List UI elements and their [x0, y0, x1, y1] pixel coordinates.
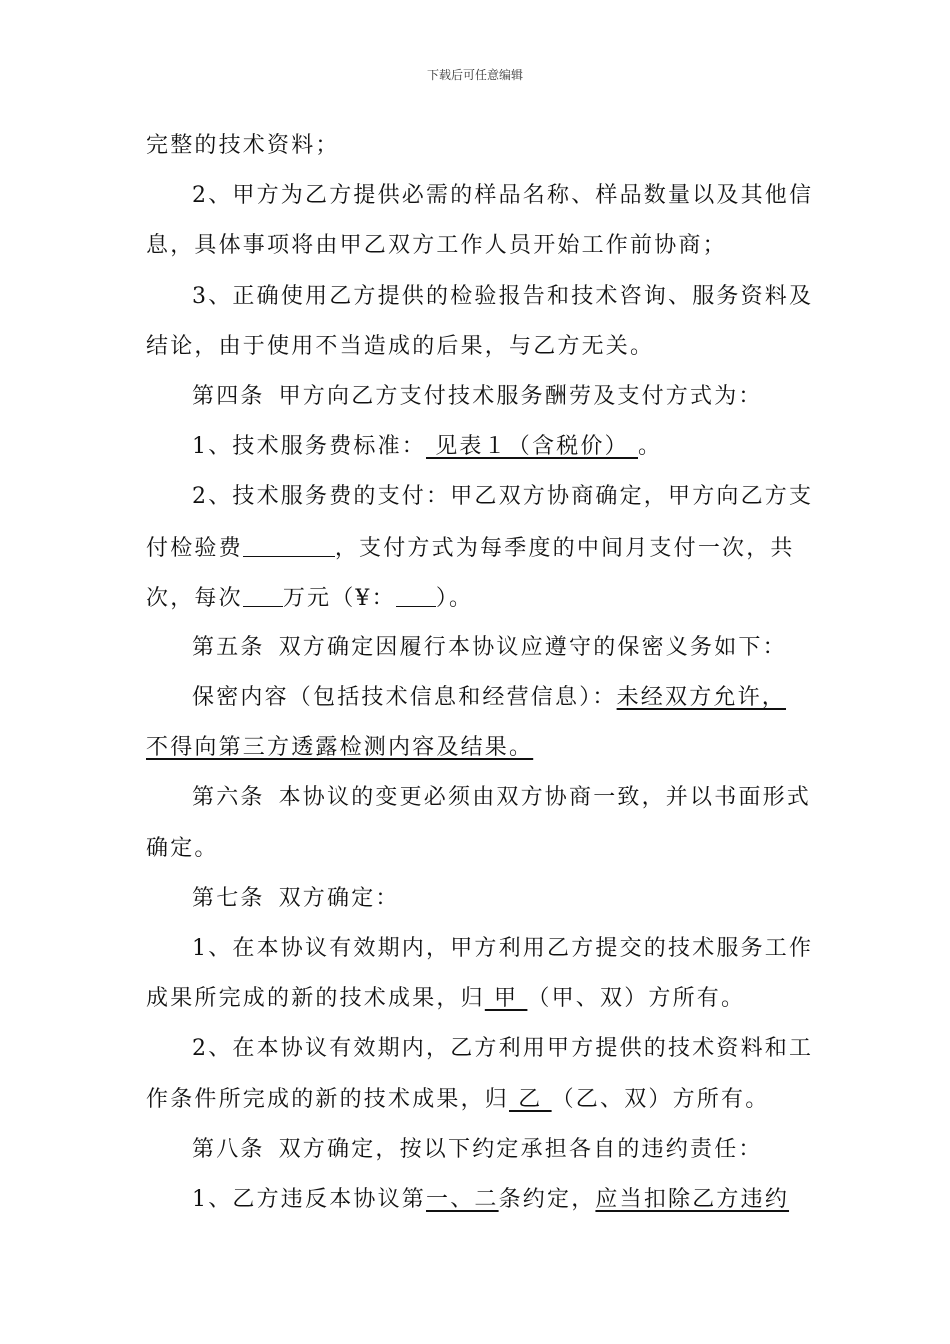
ownership-text: 作条件所完成的新的技术成果，归 — [146, 1086, 510, 1112]
ownership-options: （甲、双）方所有。 — [527, 986, 746, 1012]
article-six-heading — [146, 780, 812, 830]
installment-line — [146, 580, 808, 630]
confidential-value: 未经双方允许， — [616, 685, 787, 711]
inspection-fee-blank — [243, 530, 335, 557]
closing-paren: ）。 — [435, 585, 474, 611]
installment-label: 次，每次 — [146, 585, 243, 611]
period: 。 — [638, 434, 663, 460]
payment-text: ，支付方式为每季度的中间月支付一次，共 — [334, 535, 795, 561]
confidential-value: 不得向第三方透露检测内容及结果。 — [146, 735, 534, 761]
text-line: 2、技术服务费的支付：甲乙双方协商确定，甲方向乙方支 — [192, 484, 814, 510]
page-header: 下载后可任意编辑 — [426, 68, 523, 82]
confidential-line — [146, 680, 808, 730]
article-label: 第四条 — [192, 383, 265, 409]
ownership-value: 甲 — [484, 986, 528, 1012]
payment-line — [146, 530, 808, 580]
text-line: 结论，由于使用不当造成的后果，与乙方无关。 — [146, 333, 655, 359]
article-text: 本协议的变更必须由双方协商一致，并以书面形式 — [278, 785, 812, 811]
yen-amount-blank — [396, 580, 436, 607]
article-four-heading — [146, 379, 808, 429]
text-line: 3、正确使用乙方提供的检验报告和技术咨询、服务资料及 — [192, 283, 814, 309]
ownership-text: 成果所完成的新的技术成果，归 — [146, 986, 485, 1012]
text-line: 1、在本协议有效期内，甲方利用乙方提交的技术服务工作 — [192, 936, 814, 961]
ownership-options: （乙、双）方所有。 — [551, 1086, 770, 1112]
fee-standard-line — [146, 429, 808, 479]
article-label: 第五条 — [192, 634, 265, 660]
text-line: 2、在本协议有效期内，乙方利用甲方提供的技术资料和工 — [192, 1036, 814, 1062]
breach-text: 1、乙方违反本协议第 — [192, 1186, 426, 1212]
amount-blank — [243, 580, 283, 607]
ownership-line-a — [146, 981, 808, 1031]
confidential-line-2 — [146, 730, 808, 780]
article-text: 双方确定： — [278, 885, 400, 911]
confidential-label: 保密内容（包括技术信息和经营信息）： — [192, 685, 617, 711]
fee-standard-label: 1、技术服务费标准： — [192, 434, 426, 460]
yuan-label: 万元（¥： — [282, 585, 396, 611]
article-text: 双方确定因履行本协议应遵守的保密义务如下： — [278, 634, 787, 660]
breach-penalty: 应当扣除乙方违约 — [595, 1186, 790, 1212]
document-body — [146, 128, 814, 1232]
article-seven-heading — [146, 881, 808, 931]
article-text: 甲方向乙方支付技术服务酬劳及支付方式为： — [278, 383, 763, 409]
breach-text: 条约定， — [498, 1186, 596, 1212]
breach-line — [146, 1182, 808, 1232]
text-line: 2、甲方为乙方提供必需的样品名称、样品数量以及其他信 — [192, 183, 814, 209]
article-label: 第八条 — [192, 1136, 265, 1162]
article-label: 第六条 — [192, 785, 265, 811]
article-label: 第七条 — [192, 885, 265, 911]
breach-articles: 一、二 — [426, 1186, 499, 1212]
text-line: 息，具体事项将由甲乙双方工作人员开始工作前协商； — [146, 233, 727, 259]
ownership-line-b — [146, 1082, 808, 1132]
ownership-value: 乙 — [509, 1086, 552, 1112]
article-eight-heading — [146, 1132, 808, 1182]
text-line: 确定。 — [146, 835, 219, 861]
article-text: 双方确定，按以下约定承担各自的违约责任： — [278, 1136, 763, 1162]
text-line: 完整的技术资料； — [146, 133, 340, 158]
article-five-heading — [146, 630, 808, 680]
payment-label: 付检验费 — [146, 535, 243, 561]
fee-standard-value: 见表１（含税价） — [426, 434, 638, 460]
